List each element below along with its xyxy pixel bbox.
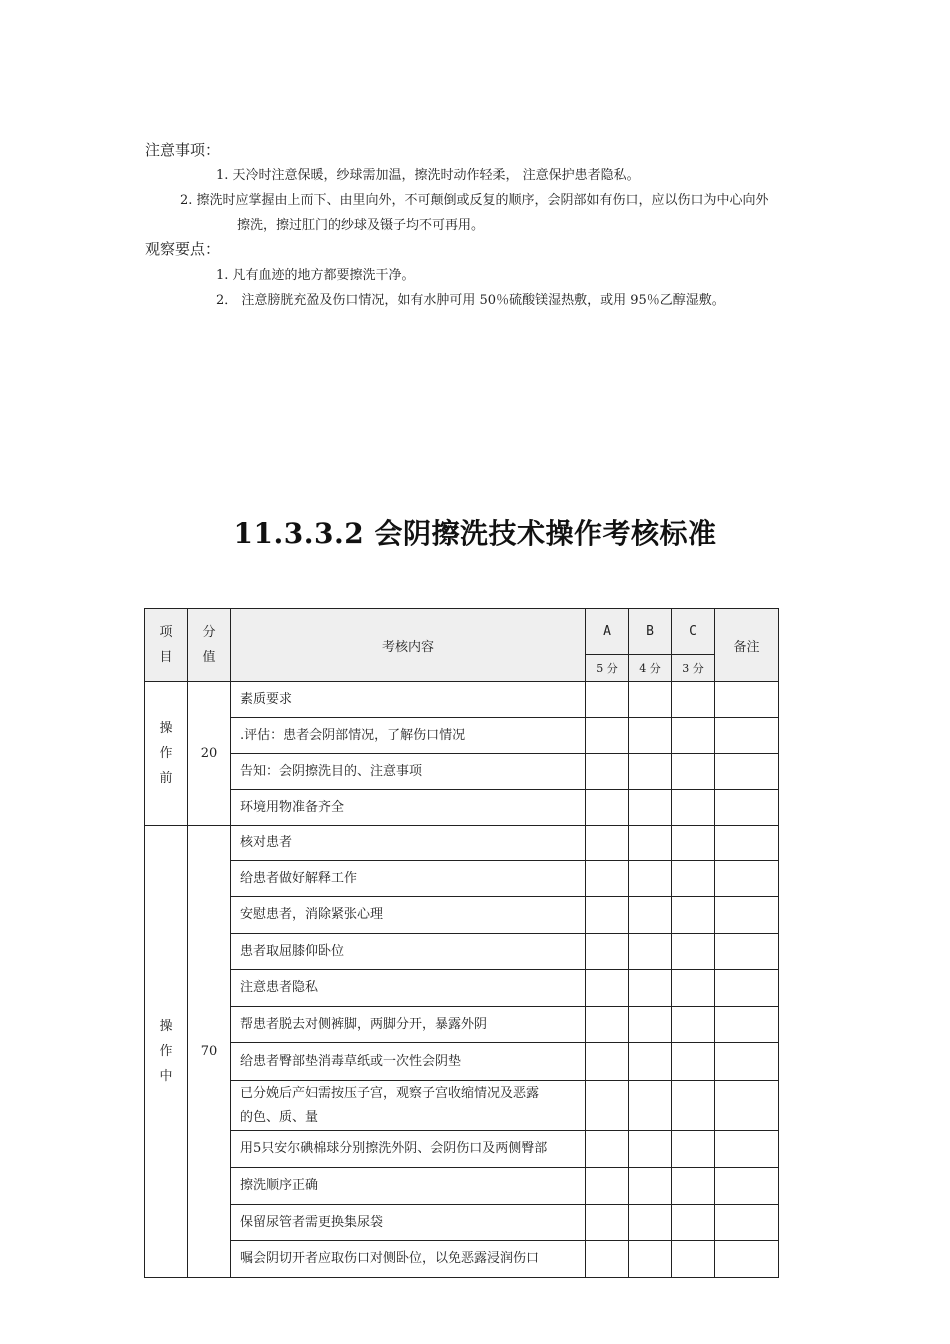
table-row	[145, 897, 779, 934]
table-row	[145, 861, 779, 897]
criterion-cell: 帮患者脱去对侧裤脚，两脚分开，暴露外阴	[231, 1007, 586, 1043]
grade-a-cell	[586, 1241, 629, 1278]
section-score-pre: 20	[188, 682, 231, 826]
criterion-cell: 用5只安尔碘棉球分别擦洗外阴、会阴伤口及两侧臀部	[231, 1131, 586, 1168]
remark-cell	[715, 1007, 779, 1043]
table-row	[145, 718, 779, 754]
notes-item-2-line-2: 擦洗，擦过肛门的纱球及镊子均不可再用。	[237, 218, 485, 233]
grade-c-cell	[672, 754, 715, 790]
grade-a-cell	[586, 790, 629, 826]
section-label-mid	[145, 826, 188, 1278]
remark-cell	[715, 861, 779, 897]
header-item-char-1: 项	[159, 625, 173, 640]
table-row	[145, 1241, 779, 1278]
remark-cell	[715, 682, 779, 718]
table-row	[145, 1205, 779, 1241]
section-pre-char-3: 前	[159, 771, 173, 786]
grade-b-cell	[629, 897, 672, 934]
section-pre-char-2: 作	[159, 746, 173, 761]
grade-a-cell	[586, 826, 629, 861]
grade-c-cell	[672, 934, 715, 970]
header-grade-a: A	[586, 609, 629, 655]
header-score	[188, 609, 231, 682]
notes-heading: 注意事项：	[145, 141, 221, 159]
remark-cell	[715, 718, 779, 754]
grade-b-cell	[629, 754, 672, 790]
grade-a-cell	[586, 934, 629, 970]
criterion-cell	[231, 1081, 586, 1131]
grade-c-cell	[672, 861, 715, 897]
grade-b-cell	[629, 826, 672, 861]
table-row	[145, 970, 779, 1007]
grade-a-cell	[586, 1081, 629, 1131]
criterion-cell: 患者取屈膝仰卧位	[231, 934, 586, 970]
grade-b-cell	[629, 1081, 672, 1131]
grade-b-cell	[629, 1168, 672, 1205]
table-row	[145, 790, 779, 826]
header-score-char-2: 值	[202, 650, 216, 665]
table-row	[145, 754, 779, 790]
criterion-cell: 嘱会阴切开者应取伤口对侧卧位，以免恶露浸润伤口	[231, 1241, 586, 1278]
criterion-cell: 环境用物准备齐全	[231, 790, 586, 826]
grade-a-cell	[586, 970, 629, 1007]
criterion-cell: 注意患者隐私	[231, 970, 586, 1007]
criterion-line-2: 的色、质、量	[240, 1109, 319, 1125]
grade-c-cell	[672, 682, 715, 718]
grade-b-cell	[629, 1043, 672, 1081]
table-row	[145, 1007, 779, 1043]
grade-b-cell	[629, 790, 672, 826]
grade-b-cell	[629, 861, 672, 897]
grade-a-cell	[586, 682, 629, 718]
observe-item-1: 1. 凡有血迹的地方都要擦洗干净。	[216, 268, 415, 283]
grade-c-cell	[672, 718, 715, 754]
remark-cell	[715, 934, 779, 970]
section-mid-char-2: 作	[159, 1044, 173, 1059]
grade-b-cell	[629, 934, 672, 970]
remark-cell	[715, 1241, 779, 1278]
page-title: 11.3.3.2 会阴擦洗技术操作考核标准	[233, 517, 717, 550]
grade-c-cell	[672, 1241, 715, 1278]
grade-a-cell	[586, 754, 629, 790]
remark-cell	[715, 826, 779, 861]
grade-a-cell	[586, 1043, 629, 1081]
grade-b-cell	[629, 682, 672, 718]
grade-c-cell	[672, 1131, 715, 1168]
criterion-cell: 保留尿管者需更换集尿袋	[231, 1205, 586, 1241]
header-item-char-2: 目	[159, 650, 173, 665]
remark-cell	[715, 754, 779, 790]
grade-a-cell	[586, 1131, 629, 1168]
grade-a-cell	[586, 861, 629, 897]
observe-item-2: 2． 注意膀胱充盈及伤口情况，如有水肿可用 50％硫酸镁湿热敷，或用 95％乙醇湿敷。	[216, 293, 725, 308]
header-grade-c-points: 3 分	[672, 655, 715, 682]
grade-a-cell	[586, 1168, 629, 1205]
remark-cell	[715, 1043, 779, 1081]
remark-cell	[715, 897, 779, 934]
remark-cell	[715, 1081, 779, 1131]
grade-a-cell	[586, 897, 629, 934]
criterion-cell: 素质要求	[231, 682, 586, 718]
header-grade-a-points: 5 分	[586, 655, 629, 682]
assessment-table	[144, 608, 779, 1278]
grade-b-cell	[629, 1241, 672, 1278]
grade-a-cell	[586, 1205, 629, 1241]
header-grade-c: C	[672, 609, 715, 655]
grade-b-cell	[629, 970, 672, 1007]
notes-item-1: 1. 天冷时注意保暖，纱球需加温，擦洗时动作轻柔， 注意保护患者隐私。	[216, 168, 640, 183]
grade-c-cell	[672, 1043, 715, 1081]
header-score-char-1: 分	[202, 625, 216, 640]
grade-b-cell	[629, 718, 672, 754]
grade-c-cell	[672, 1168, 715, 1205]
grade-b-cell	[629, 1205, 672, 1241]
table-row	[145, 1131, 779, 1168]
grade-c-cell	[672, 897, 715, 934]
grade-c-cell	[672, 1205, 715, 1241]
table-row	[145, 1043, 779, 1081]
section-score-mid: 70	[188, 826, 231, 1278]
header-content: 考核内容	[231, 609, 586, 682]
table-row	[145, 934, 779, 970]
section-pre-char-1: 操	[159, 721, 173, 736]
observe-heading: 观察要点：	[145, 240, 221, 258]
grade-c-cell	[672, 970, 715, 1007]
remark-cell	[715, 1131, 779, 1168]
section-mid-char-3: 中	[159, 1069, 173, 1084]
criterion-cell: 擦洗顺序正确	[231, 1168, 586, 1205]
remark-cell	[715, 970, 779, 1007]
notes-item-2-line-1: 2. 擦洗时应掌握由上而下、由里向外，不可颠倒或反复的顺序，会阴部如有伤口，应以伤口为中心向外	[180, 193, 769, 208]
header-item	[145, 609, 188, 682]
header-grade-b: B	[629, 609, 672, 655]
grade-b-cell	[629, 1007, 672, 1043]
criterion-cell: 告知：会阴擦洗目的、注意事项	[231, 754, 586, 790]
grade-b-cell	[629, 1131, 672, 1168]
criterion-line-1: 已分娩后产妇需按压子宫，观察子宫收缩情况及恶露	[240, 1085, 540, 1101]
criterion-cell: .评估：患者会阴部情况，了解伤口情况	[231, 718, 586, 754]
grade-c-cell	[672, 1081, 715, 1131]
grade-c-cell	[672, 790, 715, 826]
grade-c-cell	[672, 1007, 715, 1043]
header-grade-b-points: 4 分	[629, 655, 672, 682]
remark-cell	[715, 790, 779, 826]
section-label-pre	[145, 682, 188, 826]
header-remark: 备注	[715, 609, 779, 682]
remark-cell	[715, 1205, 779, 1241]
header-row-1	[145, 609, 779, 655]
criterion-cell: 核对患者	[231, 826, 586, 861]
grade-a-cell	[586, 1007, 629, 1043]
table-row	[145, 1168, 779, 1205]
criterion-cell: 安慰患者，消除紧张心理	[231, 897, 586, 934]
table-row	[145, 1081, 779, 1131]
grade-c-cell	[672, 826, 715, 861]
table-row	[145, 826, 779, 861]
criterion-cell: 给患者做好解释工作	[231, 861, 586, 897]
section-mid-char-1: 操	[159, 1019, 173, 1034]
criterion-cell: 给患者臀部垫消毒草纸或一次性会阴垫	[231, 1043, 586, 1081]
remark-cell	[715, 1168, 779, 1205]
table-row	[145, 682, 779, 718]
grade-a-cell	[586, 718, 629, 754]
